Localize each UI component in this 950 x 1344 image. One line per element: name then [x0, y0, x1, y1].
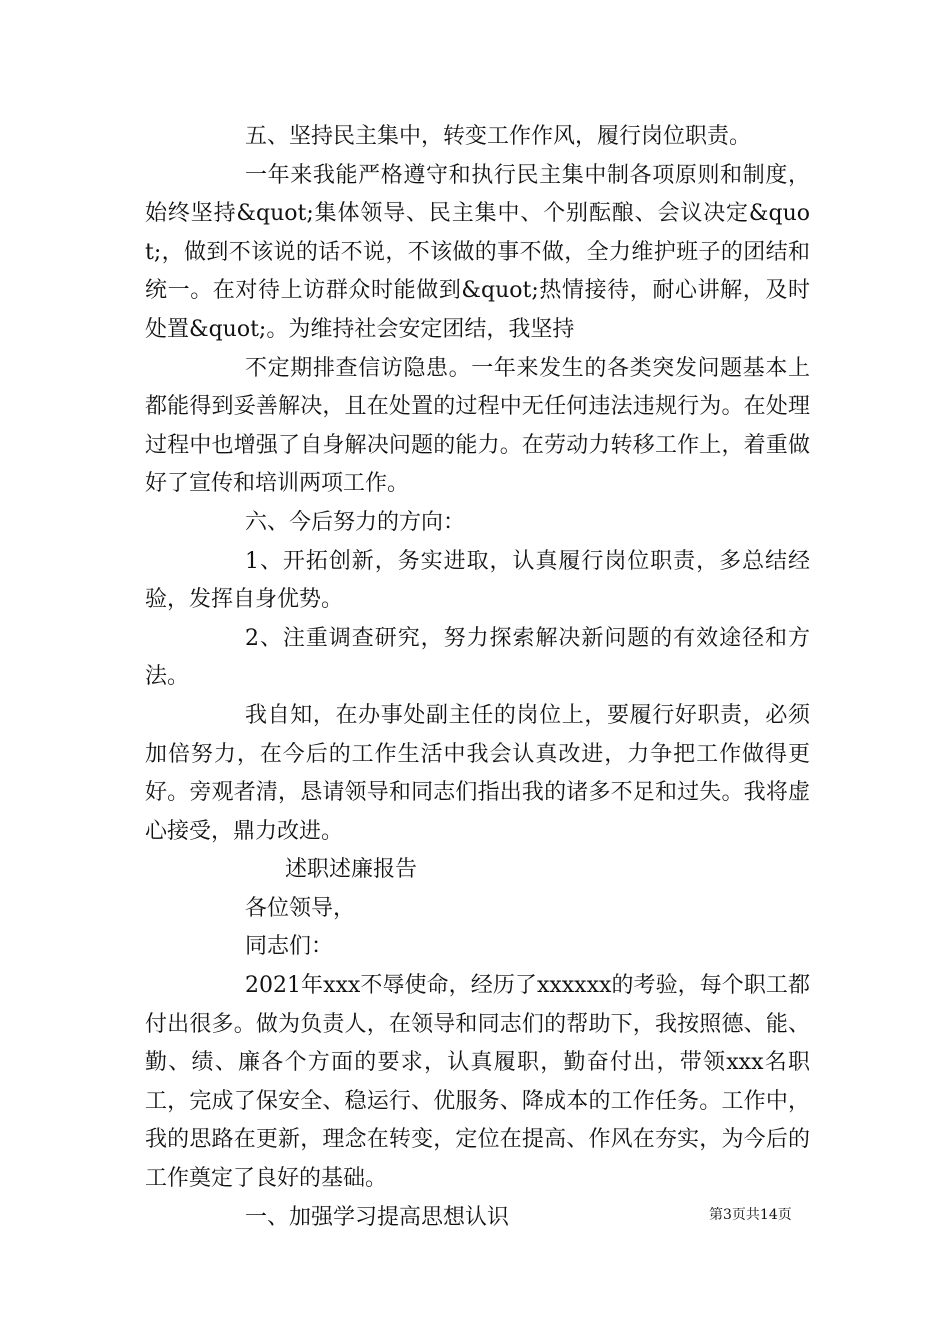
report-title: 述职述廉报告 [285, 857, 418, 883]
section-heading-6: 六、今后努力的方向： [245, 509, 466, 535]
salutation-comrades: 同志们： [245, 934, 334, 960]
list-item-2: 2、注重调查研究，努力探索解决新问题的有效途径和方法。 [145, 625, 810, 690]
section-heading-5: 五、坚持民主集中，转变工作作风，履行岗位职责。 [245, 124, 752, 149]
salutation-leaders: 各位领导， [245, 895, 356, 921]
paragraph-petition-handling: 不定期排查信访隐患。一年来发生的各类突发问题基本上都能得到妥善解决，且在处置的过程中无任何违法违规行为。在处理过程中也增强了自身解决问题的能力。在劳动力转移工作上，着重做好了宣传和培训两项工作。 [145, 355, 810, 497]
page-number-footer: 第3页共14页 [709, 1207, 792, 1223]
section-heading-1: 一、加强学习提高思想认识 [245, 1204, 510, 1230]
paragraph-year-summary: 2021年xxx不辱使命，经历了xxxxxx的考验，每个职工都付出很多。做为负责人，在领导和同志们的帮助下，我按照德、能、勤、绩、廉各个方面的要求，认真履职，勤奋付出，带领xxx名职工，完成了保安全、稳运行、优服务、降成本的工作任务。工作中，我的思路在更新，理念在转变，定位在提高、作风在夯实，为今后的工作奠定了良好的基础。 [145, 973, 810, 1192]
paragraph-democratic-centralism: 一年来我能严格遵守和执行民主集中制各项原则和制度，始终坚持&quot;集体领导、民主集中、个别酝酿、会议决定&quot;，做到不该说的话不说，不该做的事不做，全力维护班子的团结和统一。在对待上访群众时能做到&quot;热情接待，耐心讲解，及时处置&quot;。为维持社会安定团结，我坚持 [145, 162, 810, 342]
paragraph-self-reflection: 我自知，在办事处副主任的岗位上，要履行好职责，必须加倍努力，在今后的工作生活中我会认真改进，力争把工作做得更好。旁观者清，恳请领导和同志们指出我的诸多不足和过失。我将虚心接受，鼎力改进。 [145, 702, 810, 844]
list-item-1: 1、开拓创新，务实进取，认真履行岗位职责，多总结经验，发挥自身优势。 [145, 548, 810, 613]
document-body [145, 118, 810, 1237]
